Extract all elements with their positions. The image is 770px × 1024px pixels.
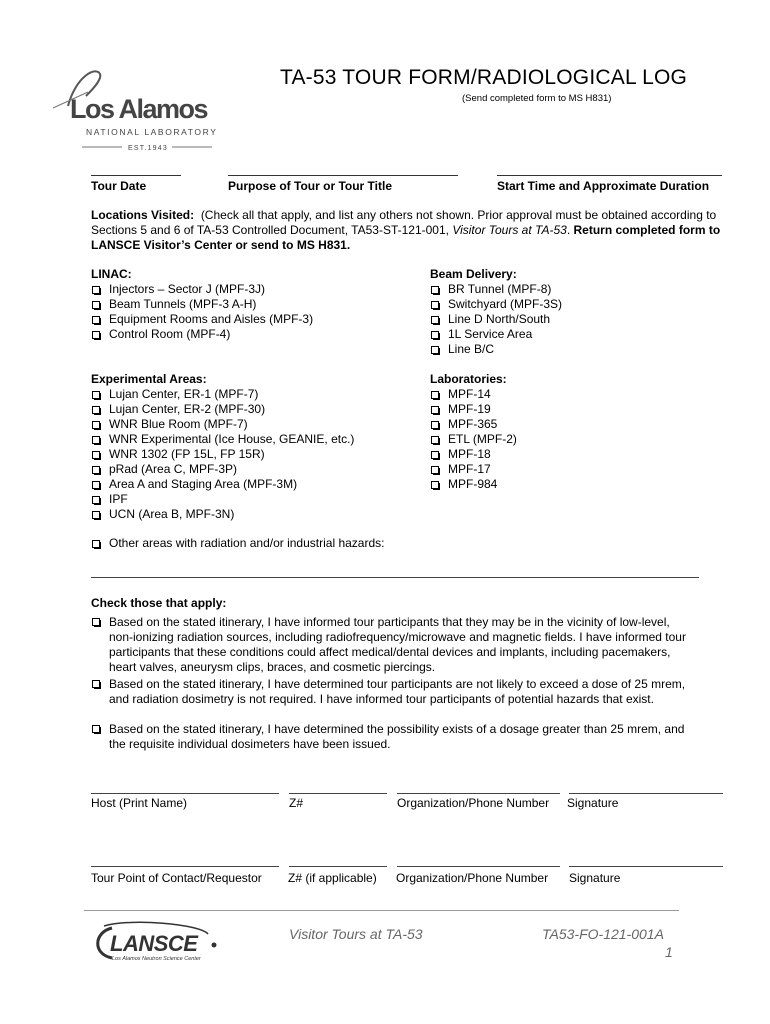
checkbox[interactable]	[431, 391, 439, 399]
checkbox[interactable]	[92, 725, 100, 733]
laboratory-item[interactable]: MPF-984	[430, 477, 517, 492]
host-name-label: Host (Print Name)	[91, 796, 188, 810]
svg-text:LANSCE: LANSCE	[110, 931, 198, 956]
svg-text:Los Alamos: Los Alamos	[70, 94, 208, 124]
checkbox[interactable]	[431, 466, 439, 474]
checkbox[interactable]	[92, 466, 100, 474]
other-areas-line[interactable]	[91, 577, 699, 578]
linac-heading: LINAC:	[91, 267, 132, 281]
svg-text:NATIONAL LABORATORY: NATIONAL LABORATORY	[86, 127, 218, 137]
checkbox[interactable]	[431, 451, 439, 459]
checkbox[interactable]	[92, 301, 100, 309]
checkbox[interactable]	[431, 406, 439, 414]
checkbox[interactable]	[431, 346, 439, 354]
beam-delivery-item[interactable]: Line D North/South	[430, 312, 562, 327]
laboratory-item[interactable]: MPF-365	[430, 417, 517, 432]
laboratory-item[interactable]: MPF-14	[430, 387, 517, 402]
laboratory-item[interactable]: MPF-17	[430, 462, 517, 477]
beam-delivery-item[interactable]: 1L Service Area	[430, 327, 562, 342]
linac-item[interactable]: Injectors – Sector J (MPF-3J)	[91, 282, 313, 297]
checkbox[interactable]	[431, 301, 439, 309]
checkbox[interactable]	[92, 436, 100, 444]
start-time-label: Start Time and Approximate Duration	[497, 179, 710, 193]
checkbox[interactable]	[92, 511, 100, 519]
org-phone-line[interactable]	[397, 793, 560, 794]
linac-item[interactable]: Control Room (MPF-4)	[91, 327, 313, 342]
other-areas	[91, 536, 384, 551]
z-number-optional-label: Z# (if applicable)	[288, 871, 377, 885]
experimental-item[interactable]: Area A and Staging Area (MPF-3M)	[91, 477, 354, 492]
beam-delivery-list	[430, 267, 562, 357]
laboratories-heading: Laboratories:	[430, 372, 507, 386]
linac-item[interactable]: Equipment Rooms and Aisles (MPF-3)	[91, 312, 313, 327]
experimental-list	[91, 372, 354, 522]
checkbox[interactable]	[92, 286, 100, 294]
los-alamos-logo	[48, 66, 228, 156]
beam-delivery-item[interactable]: Line B/C	[430, 342, 562, 357]
footer-doc-id: TA53-FO-121-001A	[542, 926, 664, 942]
statement-item[interactable]: Based on the stated itinerary, I have determined tour participants are not likely to exceed a dose of 25 mrem, and radiation dosimetry is not required. I have informed tour participants of potential hazards that exist.	[91, 677, 691, 707]
page-number: 1	[665, 944, 673, 960]
laboratories-list	[430, 372, 517, 492]
experimental-heading: Experimental Areas:	[91, 372, 207, 386]
checkbox[interactable]	[92, 680, 100, 688]
checkbox[interactable]	[431, 316, 439, 324]
checkbox[interactable]	[431, 331, 439, 339]
locations-text-1: (Check all that apply, and list any others not shown. Prior approval must be obtained according to Sections 5 and 6 of TA-53 Controlled Document, TA53-ST-121-001,	[91, 208, 717, 237]
purpose-label: Purpose of Tour or Tour Title	[228, 179, 392, 193]
checkbox[interactable]	[92, 331, 100, 339]
purpose-line[interactable]	[228, 175, 458, 176]
checkbox[interactable]	[92, 421, 100, 429]
z-number-label: Z#	[289, 796, 304, 810]
experimental-item[interactable]: IPF	[91, 492, 354, 507]
poc-name-label: Tour Point of Contact/Requestor	[91, 871, 262, 885]
locations-doc-title: Visitor Tours at TA-53	[452, 223, 567, 237]
linac-item[interactable]: Beam Tunnels (MPF-3 A-H)	[91, 297, 313, 312]
experimental-item[interactable]: WNR 1302 (FP 15L, FP 15R)	[91, 447, 354, 462]
org-phone-label: Organization/Phone Number	[397, 796, 550, 810]
org-phone-line[interactable]	[397, 866, 560, 867]
signature-line[interactable]	[569, 793, 723, 794]
tour-date-label: Tour Date	[91, 179, 147, 193]
experimental-item[interactable]: Lujan Center, ER-1 (MPF-7)	[91, 387, 354, 402]
start-time-line[interactable]	[497, 175, 722, 176]
laboratory-item[interactable]: MPF-18	[430, 447, 517, 462]
statement-item[interactable]: Based on the stated itinerary, I have informed tour participants that they may be in the vicinity of low-level, non-ionizing radiation sources, including radiofrequency/microwave and magnetic fields. I have informed tour participants that these conditions could affect medical/dental devices and implants, including pacemakers, heart valves, aneurysm clips, braces, and cosmetic piercings.	[91, 615, 691, 675]
other-areas-item[interactable]: Other areas with radiation and/or industrial hazards:	[91, 536, 384, 551]
checkbox[interactable]	[92, 391, 100, 399]
footer-doc-title: Visitor Tours at TA-53	[289, 926, 423, 942]
experimental-item[interactable]: UCN (Area B, MPF-3N)	[91, 507, 354, 522]
locations-return: Return completed form to LANSCE Visitor’s Center or send to MS H831.	[91, 223, 721, 252]
check-heading: Check those that apply:	[91, 596, 227, 610]
checkbox[interactable]	[92, 618, 100, 626]
linac-list	[91, 267, 313, 342]
experimental-item[interactable]: WNR Experimental (Ice House, GEANIE, etc.)	[91, 432, 354, 447]
svg-text:Los Alamos Neutron Science Cen: Los Alamos Neutron Science Center	[112, 956, 201, 962]
locations-label: Locations Visited:	[91, 208, 195, 222]
beam-delivery-heading: Beam Delivery:	[430, 267, 517, 281]
signature-label: Signature	[567, 796, 619, 810]
checkbox[interactable]	[431, 421, 439, 429]
checkbox[interactable]	[92, 540, 100, 548]
footer-divider	[84, 910, 679, 911]
host-name-line[interactable]	[91, 793, 279, 794]
beam-delivery-item[interactable]: Switchyard (MPF-3S)	[430, 297, 562, 312]
z-number-line[interactable]	[289, 793, 387, 794]
locations-text-2: .	[566, 223, 574, 237]
checkbox[interactable]	[92, 316, 100, 324]
experimental-item[interactable]: WNR Blue Room (MPF-7)	[91, 417, 354, 432]
org-phone-label: Organization/Phone Number	[396, 871, 549, 885]
z-number-optional-line[interactable]	[289, 866, 387, 867]
statement-item[interactable]: Based on the stated itinerary, I have determined the possibility exists of a dosage greater than 25 mrem, and the requisite individual dosimeters have been issued.	[91, 722, 691, 752]
form-title: TA-53 TOUR FORM/RADIOLOGICAL LOG	[280, 66, 688, 89]
svg-text:EST.1943: EST.1943	[128, 145, 168, 152]
locations-paragraph	[91, 208, 731, 253]
lansce-logo	[90, 918, 220, 966]
poc-name-line[interactable]	[91, 866, 279, 867]
checkbox[interactable]	[431, 436, 439, 444]
checkbox[interactable]	[92, 481, 100, 489]
checkbox[interactable]	[92, 451, 100, 459]
form-subtitle: (Send completed form to MS H831)	[462, 93, 612, 104]
signature-label: Signature	[569, 871, 621, 885]
checkbox[interactable]	[431, 481, 439, 489]
signature-line[interactable]	[569, 866, 723, 867]
checkbox[interactable]	[92, 496, 100, 504]
checkbox[interactable]	[92, 406, 100, 414]
tour-date-line[interactable]	[91, 175, 181, 176]
laboratory-item[interactable]: ETL (MPF-2)	[430, 432, 517, 447]
beam-delivery-item[interactable]: BR Tunnel (MPF-8)	[430, 282, 562, 297]
checkbox[interactable]	[431, 286, 439, 294]
laboratory-item[interactable]: MPF-19	[430, 402, 517, 417]
experimental-item[interactable]: Lujan Center, ER-2 (MPF-30)	[91, 402, 354, 417]
experimental-item[interactable]: pRad (Area C, MPF-3P)	[91, 462, 354, 477]
